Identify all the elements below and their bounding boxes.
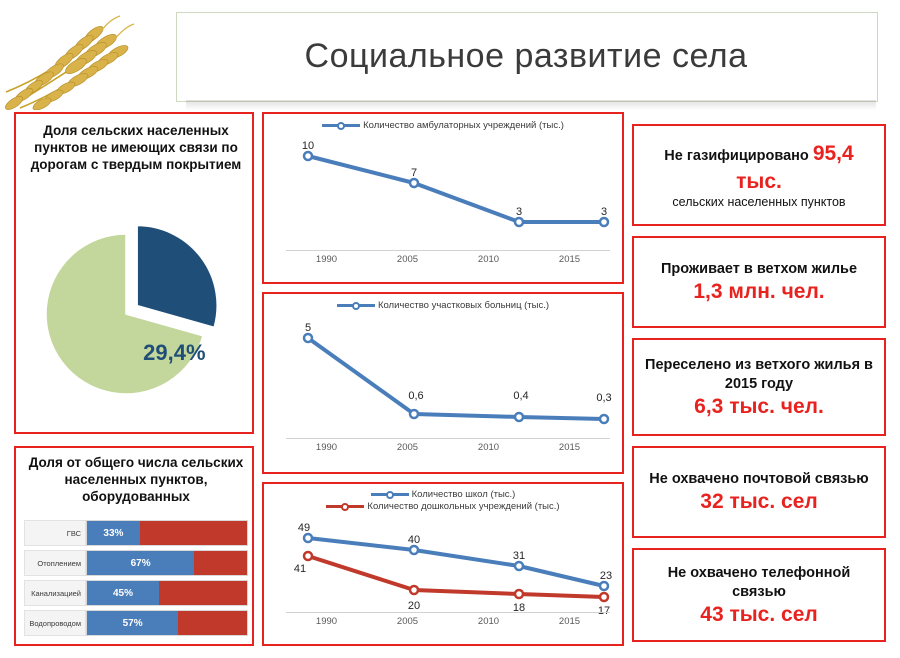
pie-value-label: 29,4% [143,339,206,365]
bar-chart-title: Доля от общего числа сельских населенных пунктов, оборудованных [28,455,244,504]
data-label: 40 [407,534,421,546]
data-label: 0,3 [596,392,612,404]
x-tick-label: 2015 [558,442,581,453]
fact-card-gasification [632,124,886,226]
fact-value: 32 тыс. сел [700,490,818,513]
chart-legend [264,300,622,311]
fact-value-unit: тыс. [736,169,782,193]
x-tick-label: 2005 [396,442,419,453]
x-tick-label: 1990 [315,616,338,627]
x-tick-label: 2010 [477,442,500,453]
fact-card-dilapidated-housing [632,236,886,328]
data-label: 23 [599,570,613,582]
bar-row [24,580,248,606]
line-chart-hospitals-card [262,292,624,474]
fact-value: 1,3 млн. чел. [693,280,825,303]
legend-label: Количество школ (тыс.) [411,489,516,500]
data-label: 0,6 [408,390,424,402]
data-label: 18 [512,602,526,614]
bar-track [86,550,248,576]
data-label: 41 [293,563,307,575]
x-tick-label: 1990 [315,442,338,453]
chart-legend [264,120,622,131]
chart-x-axis [286,438,610,453]
fact-title: Переселено из ветхого жилья в 2015 году [645,356,873,392]
x-tick-label: 2005 [396,616,419,627]
legend-swatch-icon [322,124,360,127]
legend-label: Количество дошкольных учреждений (тыс.) [367,501,560,512]
bar-track [86,580,248,606]
data-label: 3 [600,206,608,218]
chart-x-axis [286,250,610,265]
legend-item [371,489,516,500]
chart-plot-area [264,318,622,436]
legend-item [337,300,549,311]
bar-row [24,520,248,546]
x-tick-label: 2010 [477,254,500,265]
fact-card-postal [632,446,886,538]
legend-item [322,120,564,131]
bar-row [24,610,248,636]
data-label: 7 [410,167,418,179]
bar-fill: 45% [87,581,159,605]
bar-category-label: Отоплением [24,550,86,576]
legend-swatch-icon [326,505,364,508]
data-label: 0,4 [513,390,529,402]
fact-title: Не охвачено почтовой связью [649,471,869,487]
page-title: Социальное развитие села [304,36,748,75]
fact-title: Не охвачено телефонной связью [667,564,851,600]
data-label: 5 [304,322,312,334]
fact-title: Проживает в ветхом жилье [660,261,858,277]
bar-chart [24,520,248,642]
wheat-decoration-icon [2,14,172,110]
data-label: 3 [515,206,523,218]
bar-fill: 57% [87,611,178,635]
line-chart-schools-card [262,482,624,646]
pie-chart [34,222,239,402]
bar-fill: 67% [87,551,194,575]
fact-value: 6,3 тыс. чел. [694,394,824,418]
legend-swatch-icon [337,304,375,307]
data-label: 10 [301,140,315,152]
x-tick-label: 1990 [315,254,338,265]
x-tick-label: 2010 [477,616,500,627]
fact-value: 43 тыс. сел [700,602,818,626]
bar-track [86,610,248,636]
bar-category-label: Канализацией [24,580,86,606]
pie-chart-card [14,112,254,434]
legend-label: Количество участковых больниц (тыс.) [377,300,550,311]
bar-category-label: ГВС [24,520,86,546]
data-label: 31 [512,550,526,562]
chart-x-axis [286,612,610,627]
bar-category-label: Водопроводом [24,610,86,636]
chart-legend [264,489,622,512]
pie-chart-title: Доля сельских населенных пунктов не имеющих связи по дорогам с твердым покрытием [30,123,242,172]
fact-card-telephone [632,548,886,642]
chart-plot-area [264,518,622,617]
data-label: 49 [297,522,311,534]
legend-item [326,501,559,512]
x-tick-label: 2015 [558,254,581,265]
header-shadow [186,100,876,110]
fact-card-resettled [632,338,886,436]
data-label: 17 [597,605,611,617]
fact-value: 95,4 [812,141,854,165]
bar-track [86,520,248,546]
line-chart-outpatient-card [262,112,624,284]
data-label: 20 [407,600,421,612]
bar-chart-card [14,446,254,646]
legend-label: Количество амбулаторных учреждений (тыс.) [363,120,564,131]
chart-plot-area [264,138,622,248]
x-tick-label: 2005 [396,254,419,265]
bar-fill: 33% [87,521,140,545]
fact-subtext: сельских населенных пунктов [672,194,846,209]
bar-row [24,550,248,576]
legend-swatch-icon [371,493,409,496]
fact-text: Не газифицировано [664,147,809,164]
x-tick-label: 2015 [558,616,581,627]
